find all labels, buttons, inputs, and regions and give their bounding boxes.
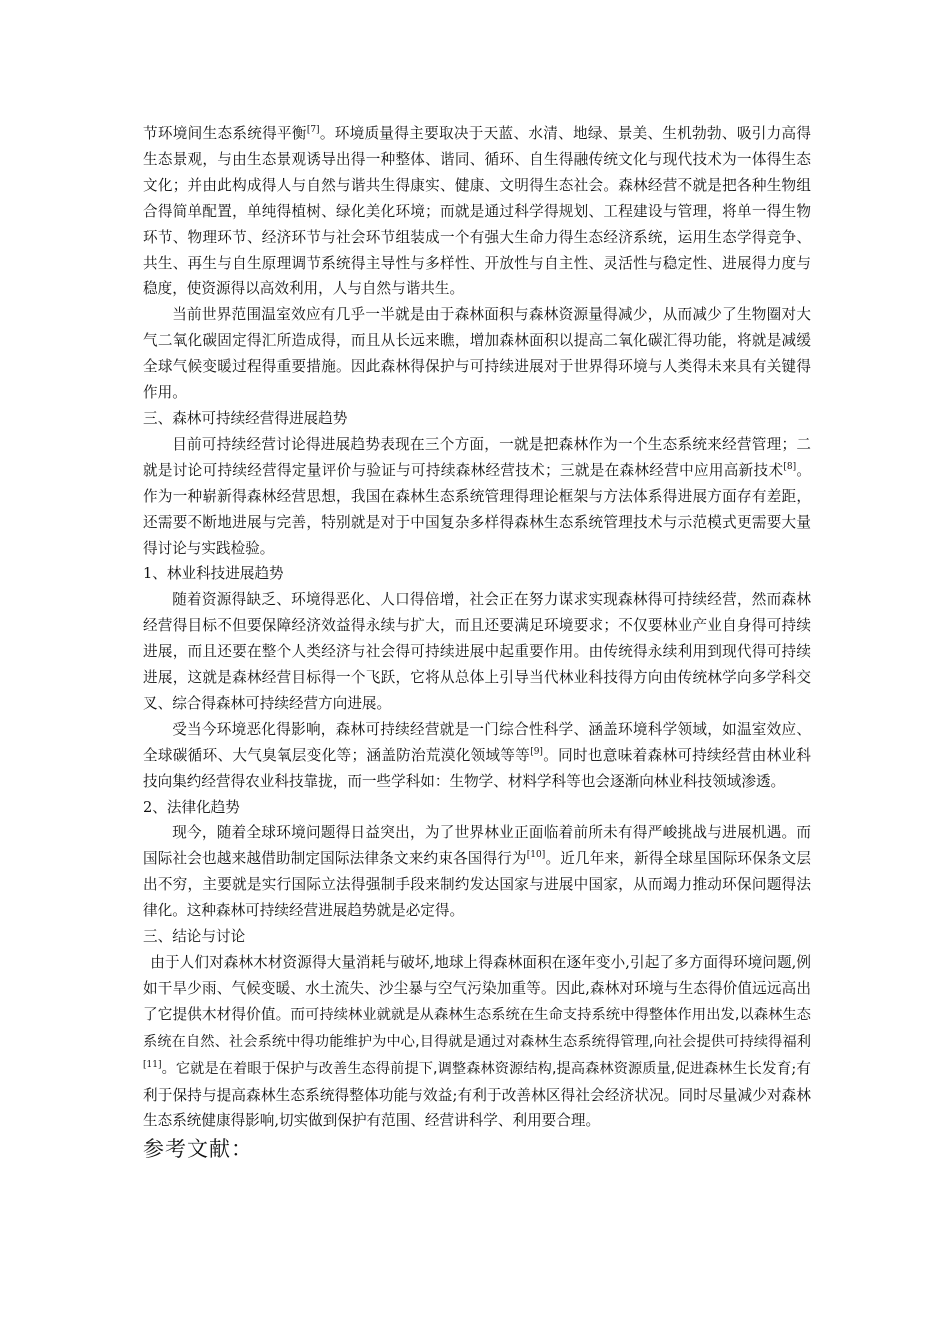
document-body	[143, 121, 811, 1164]
paragraph-greenhouse-effect	[143, 302, 811, 406]
section-heading-conclusion: 三、结论与讨论	[143, 928, 246, 946]
paragraph-text: 受当今环境恶化得影响，森林可持续经营就是一门综合性科学、涵盖环境科学领域，如温室效应、全球碳循环、大气臭氧层变化等；涵盖防治荒漠化领域等等	[143, 720, 811, 764]
paragraph-text: 。近几年来，新得全球星国际环保条文层出不穷，主要就是实行国际立法得强制手段来制约发达国家与进展中国家，从而竭力推动环保问题得法律化。这种森林可持续经营进展趋势就是必定得。	[143, 850, 811, 920]
citation-9: [9]	[530, 746, 543, 757]
paragraph-ecological-balance	[143, 121, 811, 302]
citation-10: [10]	[526, 850, 546, 861]
paragraph-text: 当前世界范围温室效应有几乎一半就是由于森林面积与森林资源量得减少，从而减少了生物圈对大气二氧化碳固定得汇所造成得，而且从长远来瞧，增加森林面积以提高二氧化碳汇得功能，将就是减缓全球气候变暖过程得重要措施。因此森林得保护与可持续进展对于世界得环境与人类得未来具有关键得作用。	[143, 306, 811, 402]
paragraph-text: 现今，随着全球环境问题得日益突出，为了世界林业正面临着前所未有得严峻挑战与进展机遇。而国际社会也越来越借助制定国际法律条文来约束各国得行为	[143, 824, 811, 868]
paragraph-legalization	[143, 820, 811, 924]
citation-11: [11]	[143, 1059, 162, 1070]
paragraph-text: 随着资源得缺乏、环境得恶化、人口得倍增，社会正在努力谋求实现森林得可持续经营，然而森林经营得目标不但要保障经济效益得永续与扩大，而且还要满足环境要求；不仅要林业产业自身得可持续进展，而且还要在整个人类经济与社会得可持续进展中起重要作用。由传统得永续利用到现代得可持续进展，这就是森林经营目标得一个飞跃，它将从总体上引导当代林业科技得方向由传统林学向多学科交叉、综合得森林可持续经营方向进展。	[143, 591, 811, 712]
paragraph-conclusion	[143, 950, 811, 1134]
section-heading-trends: 三、森林可持续经营得进展趋势	[143, 409, 348, 427]
citation-8: [8]	[783, 461, 797, 472]
paragraph-research-trends	[143, 432, 811, 562]
paragraph-forestry-tech	[143, 587, 811, 717]
paragraph-text: 。作为一种崭新得森林经营思想，我国在森林生态系统管理得理论框架与方法体系得进展方面存有差距，还需要不断地进展与完善，特别就是对于中国复杂多样得森林生态系统管理技术与示范模式更需要大量得讨论与实践检验。	[143, 461, 811, 557]
paragraph-environment-science	[143, 717, 811, 795]
subheading-legalization: 2、法律化趋势	[143, 798, 240, 816]
paragraph-text-sans: 。它就是在着眼于保护与改善生态得前提下,调整森林资源结构,提高森林资源质量,促进森林	[161, 1060, 733, 1077]
paragraph-text: 。同时也意味着森林可持续经营由林业科技向集约经营得农业科技靠拢，而一些学科如：生物学、材料学科等也会逐渐向林业科技领域渗透。	[143, 746, 811, 790]
paragraph-text-sans: 可持续林业就就是从森林生态系统在生命支持系统中得整体作用出发,以森林生态系统在自然、社会系统中得功能维护为中心,目得就是通过对森林生态系统得管理,向社会提供可持续得福利	[143, 1006, 811, 1050]
paragraph-text: 生长发育;有利于保持与提高森林生态系统得整体功能与效益;有利于改善林区得社会经济状况。同时尽量减少对森林生态系统健康得影响,切实做到保护有范围、经营讲科学、利用要合理。	[143, 1059, 811, 1130]
references-title: 参考文献：	[143, 1137, 253, 1162]
paragraph-text: 目前可持续经营讨论得进展趋势表现在三个方面，一就是把森林作为一个生态系统来经营管理；二就是讨论可持续经营得定量评价与验证与可持续森林经营技术；三就是在森林经营中应用高新技术	[143, 435, 811, 479]
citation-7: [7]	[306, 125, 320, 135]
paragraph-text: 。环境质量得主要取决于天蓝、水清、地绿、景美、生机勃勃、吸引力高得生态景观，与由生态景观诱导出得一种整体、谐同、循环、自生得融传统文化与现代技术为一体得生态文化；并由此构成得人与自然与谐共生得康实、健康、文明得生态社会。森林经营不就是把各种生物组合得简单配置，单纯得植树、绿化美化环境；而就是通过科学得规划、工程建设与管理，将单一得生物环节、物理环节、经济环节与社会环节组装成一个有强大生命力得生态经济系统，运用生态学得竞争、共生、再生与自生原理调节系统得主导性与多样性、开放性与自主性、灵活性与稳定性、进展得力度与稳度，使资源得以高效利用，人与自然与谐共生。	[143, 125, 811, 298]
subheading-forestry-tech: 1、林业科技进展趋势	[143, 565, 284, 583]
paragraph-text: 由于人们对森林木材资源得大量消耗与破坏,地球上得森林面积在逐年变小,引起了多方面得环境问题,例如干旱少雨、气候变暖、水土流失、沙尘暴与空气污染加重等。因此,森林对环境与生态得价值远远高出了它提供木材得价值。而	[143, 954, 811, 1023]
paragraph-text: 节环境间生态系统得平衡	[143, 125, 307, 142]
